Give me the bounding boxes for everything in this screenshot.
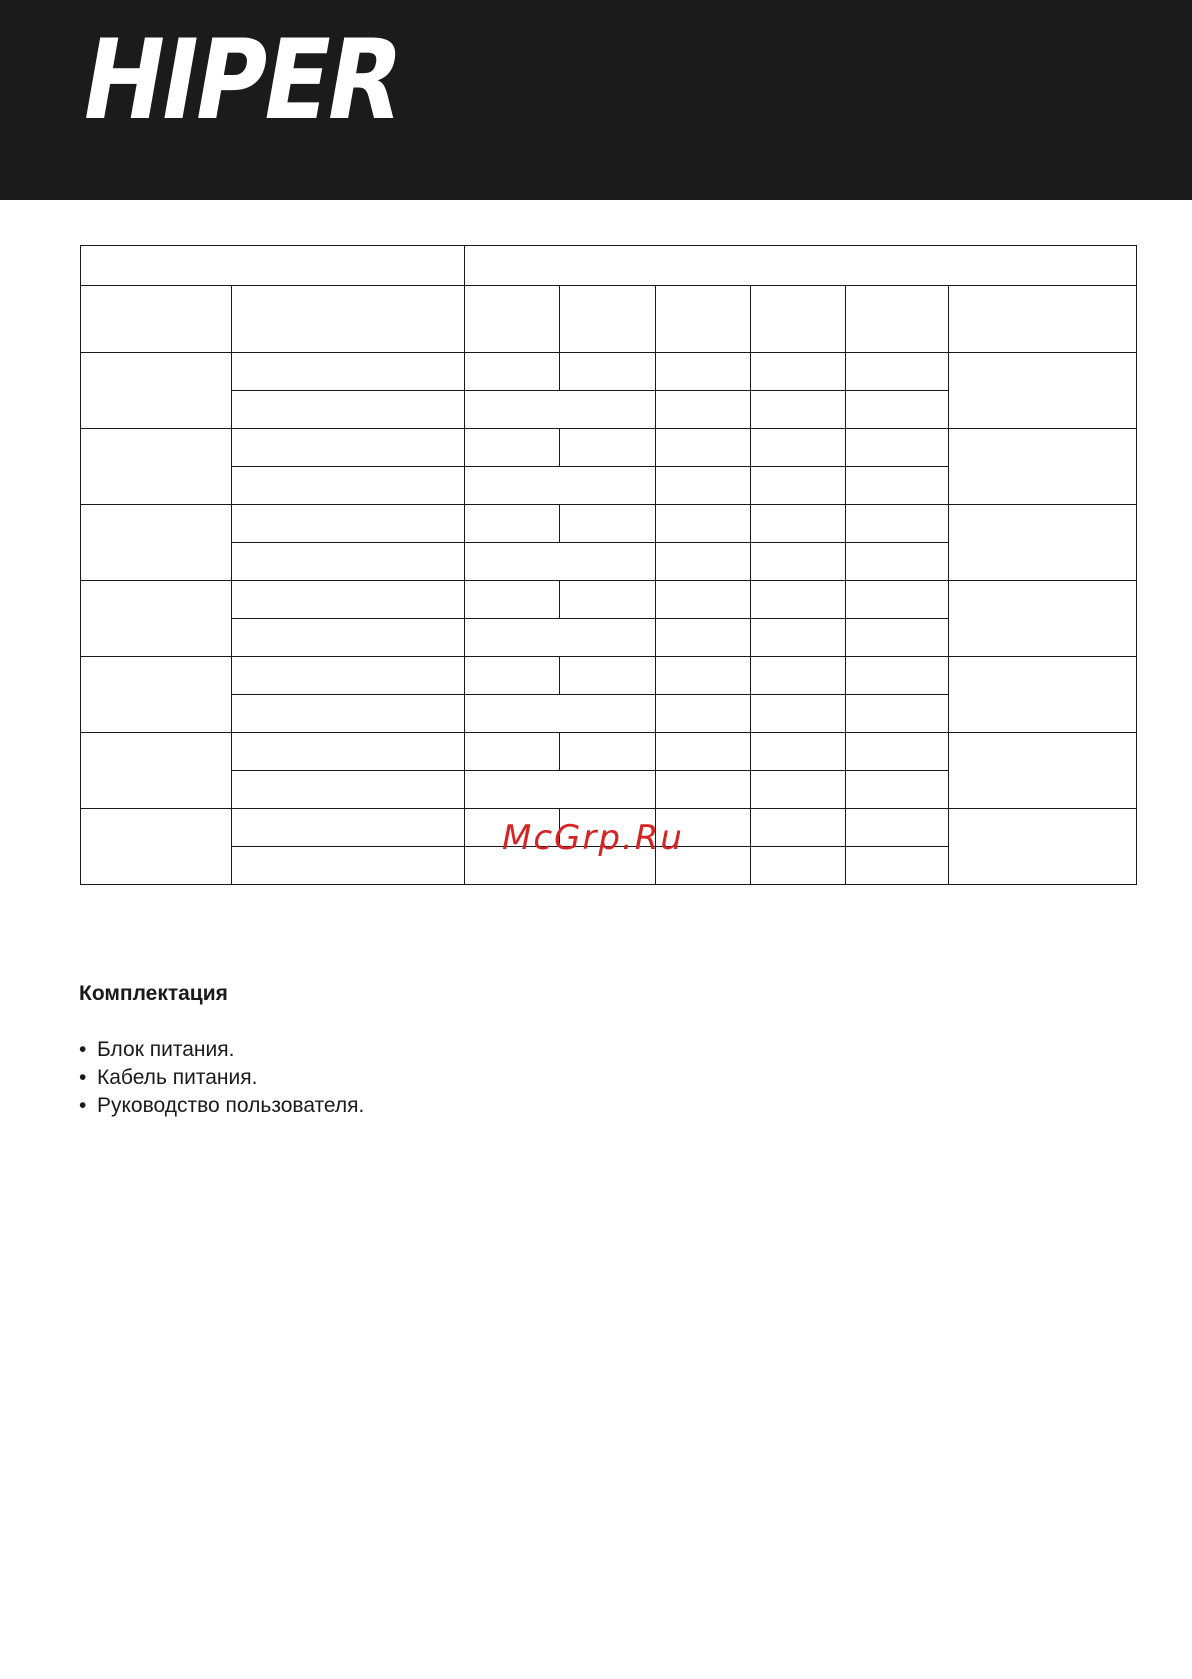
table-cell — [465, 771, 656, 809]
table-cell — [751, 467, 846, 505]
table-row — [81, 353, 1137, 391]
table-cell — [846, 771, 949, 809]
table-row — [81, 733, 1137, 771]
table-cell — [949, 657, 1137, 733]
table-cell — [846, 695, 949, 733]
bullet-icon: • — [79, 1066, 87, 1089]
table-cell — [81, 733, 232, 809]
table-cell — [751, 695, 846, 733]
table-cell — [560, 353, 656, 391]
table-cell — [751, 581, 846, 619]
kit-list — [79, 1036, 364, 1120]
table-cell — [465, 543, 656, 581]
table-cell — [465, 429, 560, 467]
table-cell — [465, 286, 560, 353]
table-cell — [232, 657, 465, 695]
table-row — [81, 429, 1137, 467]
table-cell — [846, 391, 949, 429]
table-cell — [751, 505, 846, 543]
table-cell — [81, 429, 232, 505]
table-cell — [949, 733, 1137, 809]
bullet-icon: • — [79, 1038, 87, 1061]
hiper-logo: HIPER — [72, 15, 412, 145]
table-cell — [846, 429, 949, 467]
table-row — [81, 581, 1137, 619]
table-cell — [846, 619, 949, 657]
table-cell — [465, 391, 656, 429]
table-cell — [656, 543, 751, 581]
table-cell — [81, 246, 465, 286]
list-item — [79, 1092, 364, 1120]
table-cell — [232, 619, 465, 657]
table-cell — [560, 429, 656, 467]
table-cell — [751, 771, 846, 809]
list-item — [79, 1064, 364, 1092]
table-cell — [656, 657, 751, 695]
table-row — [81, 657, 1137, 695]
table-cell — [232, 467, 465, 505]
table-header-row — [81, 246, 1137, 286]
table-cell — [949, 505, 1137, 581]
table-cell — [846, 581, 949, 619]
table-cell — [232, 847, 465, 885]
table-cell — [465, 657, 560, 695]
table-cell — [751, 429, 846, 467]
table-cell — [232, 286, 465, 353]
table-cell — [232, 695, 465, 733]
table-cell — [656, 467, 751, 505]
table-cell — [232, 771, 465, 809]
table-cell — [560, 657, 656, 695]
table-cell — [751, 391, 846, 429]
table-cell — [560, 581, 656, 619]
table-cell — [465, 467, 656, 505]
table-cell — [656, 619, 751, 657]
table-cell — [81, 657, 232, 733]
list-item — [79, 1036, 364, 1064]
table-cell — [949, 809, 1137, 885]
table-cell — [751, 286, 846, 353]
table-cell — [846, 847, 949, 885]
bullet-icon: • — [79, 1094, 87, 1117]
table-cell — [751, 733, 846, 771]
table-cell — [751, 657, 846, 695]
table-cell — [81, 353, 232, 429]
table-cell — [751, 353, 846, 391]
table-cell — [656, 695, 751, 733]
table-cell — [846, 657, 949, 695]
table-row — [81, 505, 1137, 543]
table-cell — [846, 733, 949, 771]
table-cell — [656, 353, 751, 391]
table-cell — [560, 505, 656, 543]
table-cell — [656, 391, 751, 429]
table-cell — [465, 581, 560, 619]
table-cell — [232, 543, 465, 581]
table-cell — [465, 505, 560, 543]
table-cell — [656, 286, 751, 353]
table-cell — [846, 467, 949, 505]
table-cell — [751, 619, 846, 657]
spec-table — [80, 245, 1137, 885]
table-cell — [232, 391, 465, 429]
table-cell — [656, 581, 751, 619]
table-cell — [560, 733, 656, 771]
table-cell — [751, 847, 846, 885]
table-cell — [846, 543, 949, 581]
table-cell — [846, 353, 949, 391]
list-item-text: Блок питания. — [97, 1038, 235, 1061]
table-cell — [465, 353, 560, 391]
header-bar — [0, 0, 1192, 200]
table-cell — [949, 429, 1137, 505]
table-cell — [656, 771, 751, 809]
table-cell — [949, 581, 1137, 657]
table-cell — [232, 733, 465, 771]
table-cell — [232, 809, 465, 847]
table-cell — [751, 809, 846, 847]
table-cell — [81, 286, 232, 353]
table-cell — [949, 353, 1137, 429]
table-cell — [232, 429, 465, 467]
table-cell — [846, 809, 949, 847]
table-cell — [560, 286, 656, 353]
table-cell — [656, 733, 751, 771]
table-cell — [465, 733, 560, 771]
table-cell — [656, 429, 751, 467]
list-item-text: Руководство пользователя. — [97, 1094, 365, 1117]
table-cell — [465, 246, 1137, 286]
list-item-text: Кабель питания. — [97, 1066, 258, 1089]
table-cell — [465, 619, 656, 657]
table-cell — [232, 581, 465, 619]
table-cell — [846, 505, 949, 543]
table-cell — [465, 695, 656, 733]
table-cell — [846, 286, 949, 353]
table-cell — [81, 505, 232, 581]
watermark: McGrp.Ru — [502, 818, 684, 858]
table-cell — [81, 581, 232, 657]
table-cell — [232, 353, 465, 391]
table-cell — [232, 505, 465, 543]
table-cell — [949, 286, 1137, 353]
table-subheader-row — [81, 286, 1137, 353]
table-cell — [656, 505, 751, 543]
table-cell — [81, 809, 232, 885]
section-title: Комплектация — [79, 982, 228, 1005]
table-cell — [751, 543, 846, 581]
